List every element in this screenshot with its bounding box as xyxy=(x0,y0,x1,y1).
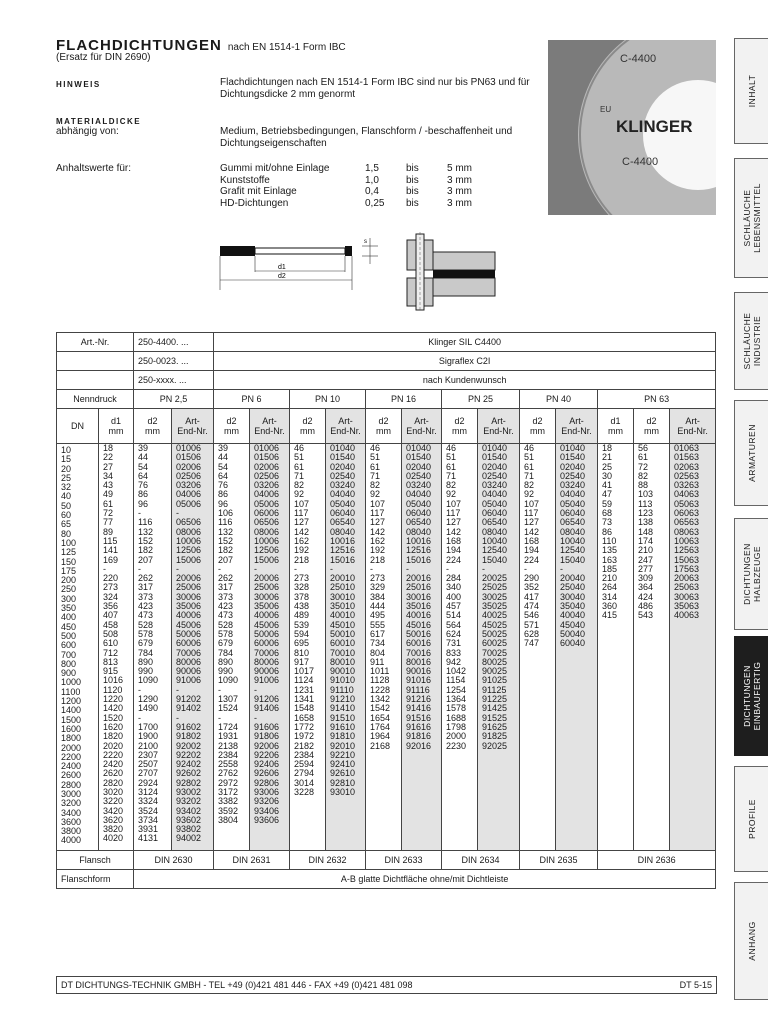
pn-header: PN 63 xyxy=(598,390,716,409)
material-row xyxy=(57,371,716,390)
art-column: 01006 01506 02006 02506 03206 04006 05006 06006 06506 08006 10006 12506 15006 - 20006 25006 30006 35006 40006 45006 50006 60006 70006 80006 90006 91006 - 91206 91406 - 91606 91806 92006 92206 92406 92606 92806 93006 93206 93406 93606 xyxy=(250,444,290,851)
tab-inhalt[interactable]: INHALT xyxy=(734,38,768,144)
d2-header: d2 mm xyxy=(290,409,326,444)
art-header: Art- End-Nr. xyxy=(556,409,598,444)
material-art: 250-0023. ... xyxy=(134,352,214,371)
d1-column: 18 21 25 30 41 47 59 68 73 86 110 135 163 185 210 264 314 360 415 xyxy=(598,444,634,851)
gasket-image xyxy=(548,40,716,215)
din-cell: DIN 2635 xyxy=(520,851,598,870)
pn-header: PN 40 xyxy=(520,390,598,409)
d2-column: 39 44 54 64 76 86 96 - 116 132 152 182 207 - 262 317 373 423 473 528 578 679 784 890 990 1090 - 1290 1490 - 1700 1900 2100 2307 2507 2707 2924 3124 3324 3524 3734 3931 4131 xyxy=(134,444,172,851)
empty-cell xyxy=(57,371,134,390)
flansch-row xyxy=(57,851,716,870)
d1-header: d1 mm xyxy=(598,409,634,444)
art-header: Art- End-Nr. xyxy=(670,409,716,444)
gasket-table xyxy=(56,332,716,889)
d2-column: 39 44 54 64 76 86 96 106 116 132 152 182 207 - 262 317 373 423 473 528 578 679 784 890 990 1090 - 1307 1524 - 1724 1931 2138 2384 2558 2762 2972 3172 3382 3592 3804 xyxy=(214,444,250,851)
drawing-s: s xyxy=(364,239,367,245)
d2-header: d2 mm xyxy=(520,409,556,444)
materialdicke-label: MATERIALDICKE xyxy=(56,117,142,126)
dn-column: 10 15 20 25 32 40 50 60 65 80 100 125 150 175 200 250 300 350 400 450 500 600 700 800 900 1000 1100 1200 1400 1500 1600 1800 2000 2200 2400 2600 2800 3000 3200 3400 3600 3800 4000 xyxy=(57,444,99,851)
anhalt-label: Anhaltswerte für: xyxy=(56,163,132,174)
footer-page: DT 5-15 xyxy=(679,980,712,990)
anhalt-row: Kunststoffe 1,0 bis 3 mm xyxy=(220,174,472,186)
materialdicke-text: Medium, Betriebsbedingungen, Flanschform / -beschaffenheit und Dichtungseigenschaften xyxy=(220,126,513,149)
footer xyxy=(56,976,717,994)
d2-header: d2 mm xyxy=(214,409,250,444)
tab-dichtungen-einbaufertig[interactable]: DICHTUNGEN EINBAUFERTIG xyxy=(734,636,768,756)
din-cell: DIN 2634 xyxy=(442,851,520,870)
flanschform-text: A-B glatte Dichtfläche ohne/mit Dichtleiste xyxy=(134,870,716,889)
art-column: 01040 01540 02040 02540 03240 04040 05040 06040 06540 08040 10016 12516 15016 - 20010 25010 30010 35010 40010 45010 50010 60010 70010 80010 90010 91010 91110 91210 91410 91510 91610 91810 92010 92210 92410 92610 92810 93010 xyxy=(326,444,366,851)
art-header: Art- End-Nr. xyxy=(250,409,290,444)
material-row xyxy=(57,352,716,371)
d2-column: 46 51 61 71 82 92 107 117 127 142 162 192 218 - 273 328 378 438 489 539 594 695 810 917 1017 1124 1231 1341 1548 1658 1772 1972 2182 2384 2594 2794 3014 3228 xyxy=(290,444,326,851)
flansch-label: Flansch xyxy=(57,851,134,870)
art-column: 01063 01563 02063 02563 03263 04063 05063 06063 06563 08063 10063 12563 15063 17563 20063 25063 30063 35063 40063 xyxy=(670,444,716,851)
tab-schlaeuche-lebensmittel[interactable]: SCHLÄUCHE LEBENSMITTEL xyxy=(734,158,768,278)
d2-column: 46 51 61 71 82 92 107 117 127 142 168 194 224 - 290 352 417 474 546 571 628 747 xyxy=(520,444,556,851)
tab-dichtungen-halbzeuge[interactable]: DICHTUNGEN HALBZEUGE xyxy=(734,518,768,630)
drawing-d1: d1 xyxy=(278,264,286,271)
nenndruck-label: Nenndruck xyxy=(57,390,134,409)
din-cell: DIN 2630 xyxy=(134,851,214,870)
d2-column: 46 51 61 71 82 92 107 117 127 142 162 192 218 - 273 329 384 444 495 555 617 734 804 911 1011 1128 1228 1342 1542 1654 1764 1964 2168 xyxy=(366,444,402,851)
din-cell: DIN 2633 xyxy=(366,851,442,870)
art-header: Art- End-Nr. xyxy=(326,409,366,444)
tab-schlaeuche-industrie[interactable]: SCHLÄUCHE INDUSTRIE xyxy=(734,292,768,390)
column-header-row xyxy=(57,409,716,444)
d1-column: 18 22 27 34 43 49 61 72 77 89 115 141 169 - 220 273 324 356 407 458 508 610 712 813 915 1016 1120 1220 1420 1520 1620 1820 2020 2220 2420 2620 2820 3020 3220 3420 3620 3820 4020 xyxy=(99,444,134,851)
d2-header: d2 mm xyxy=(442,409,478,444)
din-cell: DIN 2632 xyxy=(290,851,366,870)
gasket-photo xyxy=(548,40,716,215)
materialdicke-sub: abhängig von: xyxy=(56,126,119,137)
data-row xyxy=(57,444,716,851)
gasket-drawing xyxy=(212,232,522,312)
pn-header: PN 10 xyxy=(290,390,366,409)
flanschform-label: Flanschform xyxy=(57,870,134,889)
photo-label: C-4400 xyxy=(622,156,659,168)
title-suffix: nach EN 1514-1 Form IBC xyxy=(227,42,346,53)
art-header: Art- End-Nr. xyxy=(402,409,442,444)
page-subtitle: (Ersatz für DIN 2690) xyxy=(56,52,151,63)
d2-header: d2 mm xyxy=(366,409,402,444)
d2-header: d2 mm xyxy=(134,409,172,444)
art-nr-label: Art.-Nr. xyxy=(57,333,134,352)
photo-label: C-4400 xyxy=(620,53,657,65)
anhalt-row: HD-Dichtungen 0,25 bis 3 mm xyxy=(220,197,472,209)
hinweis-text: Flachdichtungen nach EN 1514-1 Form IBC sind nur bis PN63 und für Dichtungsdicke 2 mm genormt xyxy=(220,77,530,100)
anhalt-row: Gummi mit/ohne Einlage 1,5 bis 5 mm xyxy=(220,163,472,174)
footer-company: DT DICHTUNGS-TECHNIK GMBH - TEL +49 (0)421 481 446 - FAX +49 (0)421 481 098 xyxy=(61,980,413,990)
photo-brand: KLINGER xyxy=(616,117,693,136)
material-row xyxy=(57,333,716,352)
d2-header: d2 mm xyxy=(634,409,670,444)
art-header: Art- End-Nr. xyxy=(172,409,214,444)
dn-header: DN xyxy=(57,409,99,444)
art-column: 01040 01540 02040 02540 03240 04040 05040 06040 06540 08040 10016 12516 15016 - 20016 25016 30016 35016 40016 45016 50016 60016 70016 80016 90016 91016 91116 91216 91416 91516 91616 91816 92016 xyxy=(402,444,442,851)
material-name: Klinger SIL C4400 xyxy=(214,333,716,352)
tab-anhang[interactable]: ANHANG xyxy=(734,882,768,1000)
art-header: Art- End-Nr. xyxy=(478,409,520,444)
photo-label: EU xyxy=(600,105,612,114)
art-column: 01040 01540 02040 02540 03240 04040 05040 06040 06540 08040 10040 12540 15040 - 20040 25040 30040 35040 40040 45040 50040 60040 xyxy=(556,444,598,851)
empty-cell xyxy=(57,352,134,371)
pn-header: PN 2,5 xyxy=(134,390,214,409)
material-name: Sigraflex C2I xyxy=(214,352,716,371)
anhalt-row: Grafit mit Einlage 0,4 bis 3 mm xyxy=(220,186,472,197)
d2-column: 56 61 72 82 88 103 113 123 138 148 174 210 247 277 309 364 424 486 543 xyxy=(634,444,670,851)
material-art: 250-xxxx. ... xyxy=(134,371,214,390)
drawing-d2: d2 xyxy=(278,273,286,280)
anhalt-list xyxy=(220,163,480,209)
flanschform-row xyxy=(57,870,716,889)
hinweis-label: HINWEIS xyxy=(56,80,101,89)
pn-header: PN 6 xyxy=(214,390,290,409)
material-name: nach Kundenwunsch xyxy=(214,371,716,390)
d2-column: 46 51 61 71 82 92 107 117 127 142 168 194 224 - 284 340 400 457 514 564 624 731 833 942 1042 1154 1254 1364 1578 1688 1798 2000 2230 xyxy=(442,444,478,851)
art-column: 01040 01540 02040 02540 03240 04040 05040 06040 06540 08040 10040 12540 15040 - 20025 25025 30025 35025 40025 45025 50025 60025 70025 80025 90025 91025 91125 91225 91425 91525 91625 91825 92025 xyxy=(478,444,520,851)
tab-armaturen[interactable]: ARMATUREN xyxy=(734,400,768,506)
d1-header: d1 mm xyxy=(99,409,134,444)
pn-row xyxy=(57,390,716,409)
material-art: 250-4400. ... xyxy=(134,333,214,352)
tab-profile[interactable]: PROFILE xyxy=(734,766,768,872)
pn-header: PN 25 xyxy=(442,390,520,409)
page-title: FLACHDICHTUNGEN nach EN 1514-1 Form IBC xyxy=(56,37,346,54)
art-column: 01006 01506 02006 02506 03206 04006 05006 - 06506 08006 10006 12506 15006 - 20006 25006 30006 35006 40006 45006 50006 60006 70006 80006 90006 91006 - 91202 91402 - 91602 91802 92002 92202 92402 92602 92802 93002 93202 93402 93602 93802 94002 xyxy=(172,444,214,851)
din-cell: DIN 2636 xyxy=(598,851,716,870)
pn-header: PN 16 xyxy=(366,390,442,409)
din-cell: DIN 2631 xyxy=(214,851,290,870)
